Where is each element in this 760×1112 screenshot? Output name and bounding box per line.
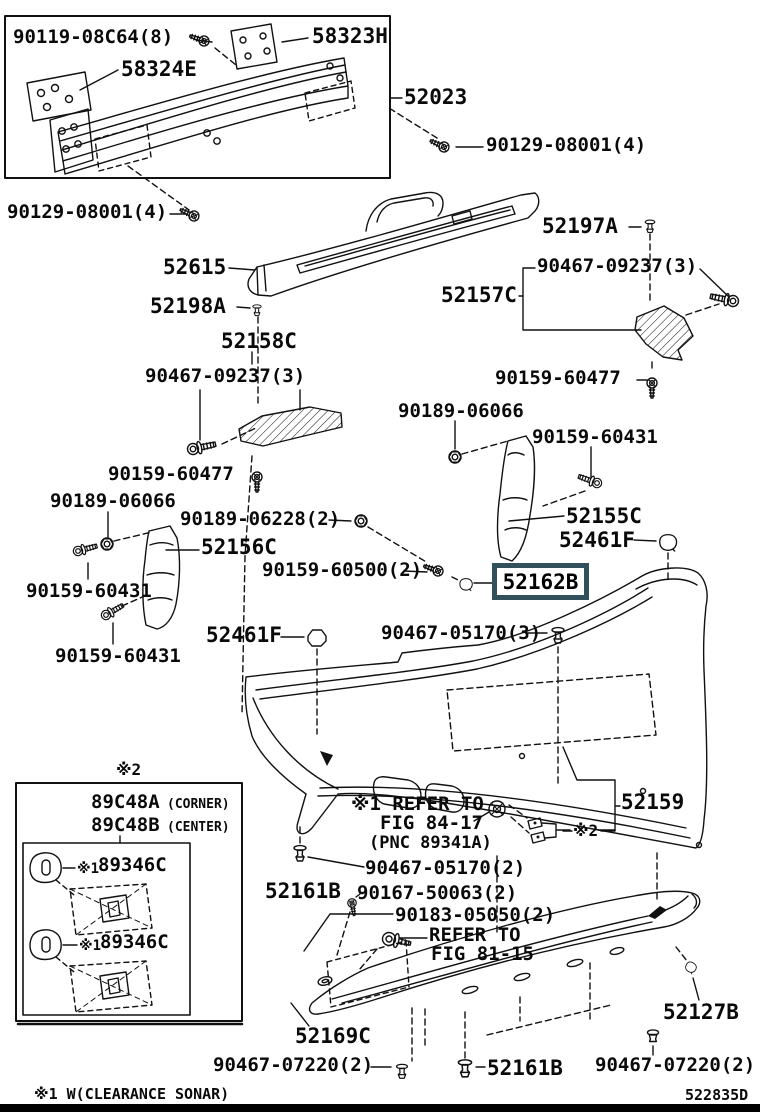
- screw-icon-90159-60477-left: [252, 472, 262, 492]
- screw-icon-90129-right: [428, 136, 450, 154]
- part-callout-90467-09237-left[interactable]: 90467-09237(3): [145, 365, 306, 387]
- screw-icon-90159-60477-right: [647, 378, 657, 398]
- part-callout-90119-08C64[interactable]: 90119-08C64(8): [13, 26, 174, 48]
- part-callout-52023[interactable]: 52023: [404, 85, 468, 109]
- license-garnish-drawing: [248, 192, 539, 296]
- part-callout-52162B: 52162B: [502, 569, 579, 594]
- bracket-52156C-drawing: [143, 526, 180, 629]
- part-callout-52615[interactable]: 52615: [163, 255, 227, 279]
- part-callout-52169C[interactable]: 52169C: [295, 1024, 371, 1048]
- part-callout-52461F-right[interactable]: 52461F: [559, 528, 635, 552]
- bolt-icon-90159-60431-upper-left: [72, 541, 98, 557]
- note-refer-fig84-line1: ※1 REFER TO: [351, 793, 484, 815]
- part-callout-90159-60477-left[interactable]: 90159-60477: [108, 463, 234, 485]
- part-callout-90159-60500[interactable]: 90159-60500(2): [262, 559, 423, 581]
- part-callout-90467-07220-right[interactable]: 90467-07220(2): [595, 1054, 756, 1076]
- part-callout-52159[interactable]: 52159: [621, 790, 685, 814]
- part-callout-89C48B[interactable]: 89C48B: [91, 814, 160, 836]
- part-callout-90159-60431-upper-left[interactable]: 90159-60431: [26, 580, 152, 602]
- clip-icon-90467-07220-left: [397, 1064, 408, 1078]
- clip-icon-90467-05170-2: [294, 846, 306, 861]
- part-callout-90129-08001-right[interactable]: 90129-08001(4): [486, 134, 647, 156]
- screw-icon-90159-60500: [422, 561, 444, 577]
- part-callout-52127B[interactable]: 52127B: [663, 1000, 739, 1024]
- note-refer-fig81-line1: REFER TO: [429, 924, 521, 946]
- part-callout-90189-06228[interactable]: 90189-06228(2): [180, 508, 341, 530]
- bracket-52155C-drawing: [498, 436, 535, 561]
- footnote-clearance-sonar: ※1 W(CLEARANCE SONAR): [34, 1085, 230, 1103]
- part-callout-90467-05170-3[interactable]: 90467-05170(3): [381, 622, 542, 644]
- bolt-icon-90159-60431-right: [577, 471, 603, 489]
- part-callout-58324E[interactable]: 58324E: [121, 57, 197, 81]
- clip-icon-52162B: [460, 579, 472, 591]
- screw-icon-90119: [188, 31, 210, 47]
- part-callout-52157C[interactable]: 52157C: [441, 283, 517, 307]
- part-callout-89346C-a[interactable]: 89346C: [98, 854, 167, 876]
- marker-star2-box: ※2: [116, 760, 142, 779]
- marker-star1-b: ※1: [79, 938, 102, 954]
- clip-icon-52127B: [684, 960, 698, 974]
- footer-bar: [0, 1104, 760, 1112]
- nut-icon-90189-06066-left: [101, 538, 113, 550]
- clip-icon-52461F-left: [308, 630, 326, 646]
- bracket-52157C-drawing: [635, 306, 693, 360]
- note-center: (CENTER): [167, 820, 230, 835]
- nut-icon-90189-06066-center: [449, 451, 461, 463]
- part-callout-89C48A[interactable]: 89C48A: [91, 791, 160, 813]
- bracket-52158C-drawing: [239, 407, 342, 446]
- bolt-icon-90467-09237-left: [186, 438, 216, 456]
- grommet-icon-90467-07220-right: [648, 1030, 659, 1042]
- part-callout-52158C[interactable]: 52158C: [221, 329, 297, 353]
- nut-icon-90189-06228: [355, 515, 367, 527]
- part-callout-90189-06066-left[interactable]: 90189-06066: [50, 490, 176, 512]
- part-callout-90159-60431-lower-left[interactable]: 90159-60431: [55, 645, 181, 667]
- marker-star2-right: ※2: [573, 821, 599, 840]
- part-callout-52198A[interactable]: 52198A: [150, 294, 226, 318]
- bolt-icon-90183-05050: [381, 931, 412, 951]
- part-callout-90159-60477-right[interactable]: 90159-60477: [495, 367, 621, 389]
- part-callout-90159-60431-right[interactable]: 90159-60431: [532, 426, 658, 448]
- clip-icon-52197A: [645, 220, 655, 232]
- highlighted-part-box-52162B[interactable]: [492, 563, 589, 600]
- part-callout-52161B-lower[interactable]: 52161B: [487, 1056, 563, 1080]
- part-callout-52461F-left[interactable]: 52461F: [206, 623, 282, 647]
- part-callout-52197A[interactable]: 52197A: [542, 214, 618, 238]
- part-callout-90467-05170-2[interactable]: 90467-05170(2): [365, 857, 526, 879]
- part-callout-90183-05050[interactable]: 90183-05050(2): [395, 904, 556, 926]
- clip-icon-52461F-right: [660, 535, 677, 551]
- clip-icon-52198A: [253, 305, 261, 316]
- part-callout-58323H[interactable]: 58323H: [312, 24, 388, 48]
- part-callout-90467-09237-right[interactable]: 90467-09237(3): [537, 255, 698, 277]
- part-callout-90129-08001-left[interactable]: 90129-08001(4): [7, 201, 168, 223]
- marker-star1-a: ※1: [77, 861, 100, 877]
- part-callout-52156C[interactable]: 52156C: [201, 535, 277, 559]
- note-refer-fig81-line2: FIG 81-15: [431, 943, 534, 965]
- note-corner: (CORNER): [167, 797, 230, 812]
- part-callout-52161B-upper[interactable]: 52161B: [265, 879, 341, 903]
- bolt-icon-90159-60431-lower-left: [99, 601, 125, 622]
- clip-icon-52161B-lower: [458, 1060, 471, 1077]
- note-refer-fig84-line2: FIG 84-17: [380, 812, 483, 834]
- part-callout-52155C[interactable]: 52155C: [566, 504, 642, 528]
- part-callout-90189-06066-center[interactable]: 90189-06066: [398, 400, 524, 422]
- part-callout-90167-50063[interactable]: 90167-50063(2): [357, 882, 518, 904]
- part-callout-90467-07220-left[interactable]: 90467-07220(2): [213, 1054, 374, 1076]
- part-callout-89346C-b[interactable]: 89346C: [100, 931, 169, 953]
- diagram-code: 522835D: [685, 1086, 749, 1104]
- note-refer-fig84-line3: (PNC 89341A): [369, 833, 492, 853]
